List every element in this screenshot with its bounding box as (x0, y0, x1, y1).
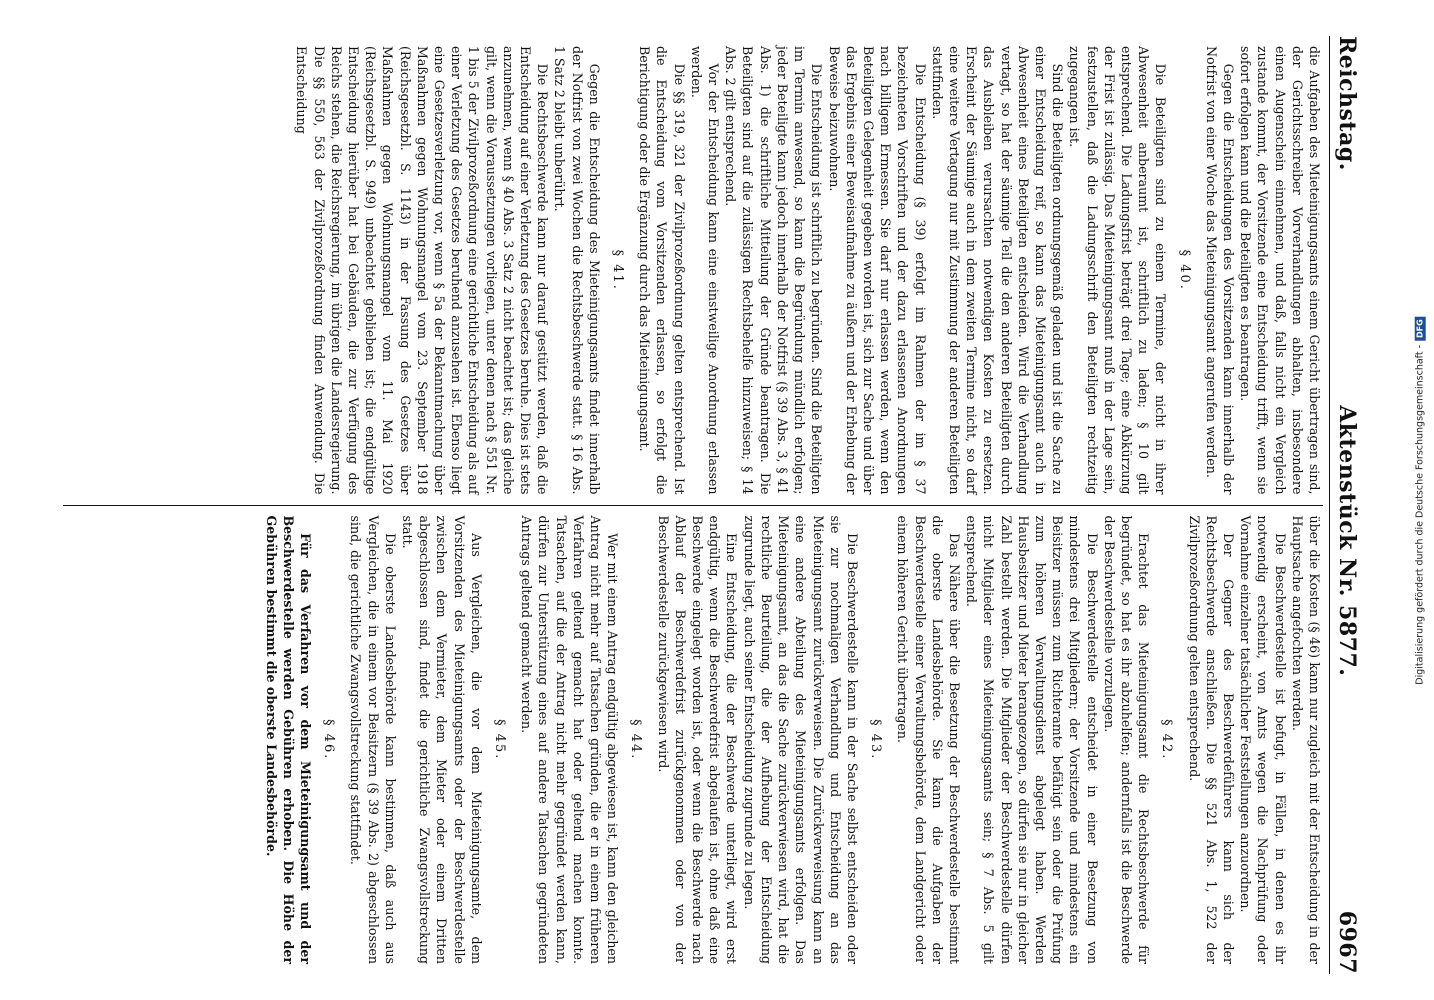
paragraph: Eine Entscheidung, die der Beschwerde unterliegt, wird erst endgültig, wenn die Beschwerdefrist abgelaufen ist, ohne daß eine Beschwerde eingelegt worden ist, oder wenn die Beschwerde nach Ablauf der Beschwerdefrist zurückgenommen oder von der Beschwerdestelle zurückgewiesen wird. (655, 515, 740, 964)
section-heading: § 43. (868, 719, 884, 761)
paragraph: Sind die Beteiligten ordnungsgemäß geladen und ist die Sache zu einer Entscheidung reif, so kann das Mieteinigungsamt auch in Abwesenheit eines Beteiligten entscheiden. Wird die Verhandlung vertagt, so hat der säumige Teil die den anderen Beteiligten durch das Ausbleiben verursachten notwendigen Kosten zu ersetzen. Erscheint der Säumige auch in dem zweiten Termine nicht, so darf eine weitere Vertagung nur mit Zustimmung der anderen Beteiligten stattfinden. (929, 46, 1066, 495)
digitization-text: Digitalisierung gefördert durch die Deutsche Forschungsgemeinschaft - (1414, 344, 1426, 685)
dfg-logo: DFG (1415, 316, 1426, 341)
section-heading: § 42. (1159, 719, 1175, 761)
paragraph: Der Gegner des Beschwerdeführers kann sich der Rechtsbeschwerde anschließen. Die §§ 521 Abs. 1, 522 der Zivilprozeßordnung gelten entsprechend. (1186, 515, 1236, 964)
paragraph: Die Entscheidung (§ 39) erfolgt im Rahmen der im § 37 bezeichneten Vorschriften und der dazu erlassenen Anordnungen nach billigem Ermessen. Sie darf nur erlassen werden, wenn den Beteiligten Gelegenheit gegeben worden ist, sich zur Sache und über das Ergebnis einer Beweisaufnahme zu äußern und der Erhebung der Beweise beizuwohnen. (826, 46, 928, 495)
paragraph: Gegen die Entscheidung des Mieteinigungsamts findet innerhalb der Notfrist von zwei Wochen die Rechtsbeschwerde statt. § 16 Abs. 1 Satz 2 bleibt unberührt. (552, 46, 602, 495)
text-columns (63, 36, 1323, 974)
paragraph: Die §§ 319, 321 der Zivilprozeßordnung gelten entsprechend. Ist die Entscheidung vom Vorsitzenden erlassen, so erfolgt die Berichtigung oder die Ergänzung durch das Mieteinigungsamt. (637, 46, 687, 495)
paragraph: Erachtet das Mieteinigungsamt die Rechtsbeschwerde für begründet, so hat es ihr abzuhelfen; andernfalls ist die Beschwerde der Beschwerdestelle vorzulegen. (1101, 515, 1152, 964)
paragraph: Die Rechtsbeschwerde kann nur darauf gestützt werden, daß die Entscheidung auf einer Verletzung des Gesetzes beruhe. Dies ist stets anzunehmen, wenn § 40 Abs. 3 Satz 2 nicht beachtet ist; das gleiche gilt, wenn die Voraussetzungen vorliegen, unter denen nach § 551 Nr. 1 bis 5 der Zivilprozeßordnung eine gerichtliche Entscheidung als auf einer Verletzung des Gesetzes beruhend anzusehen ist. Ebenso liegt eine Gesetzesverletzung vor, wenn § 5a der Bekanntmachung über Maßnahmen gegen Wohnungsmangel vom 23. September 1918 (Reichsgesetzbl. S. 1143) in der Fassung des Gesetzes über Maßnahmen gegen Wohnungsmangel vom 11. Mai 1920 (Reichsgesetzbl. S. 949) unbeachtet geblieben ist; die endgültige Entscheidung hierüber hat bei Gebäuden, die zur Verfügung des Reichs stehen, die Reichsregierung, im übrigen die Landesregierung. Die §§ 550, 563 der Zivilprozeßordnung finden Anwendung. Die Entscheidung (294, 46, 551, 495)
paragraph: Die Beschwerdestelle kann in der Sache selbst entscheiden oder sie zur nochmaligen Verhandlung und Entscheidung an das Mieteinigungsamt zurückverweisen. Die Zurückverweisung kann an eine andere Abteilung des Mieteinigungsamts erfolgen. Das Mieteinigungsamt, an das die Sache zurückverwiesen wird, hat die rechtliche Beurteilung, die der Aufhebung der Entscheidung zugrunde liegt, auch seiner Entscheidung zugrunde zu legen. (741, 515, 860, 964)
right-column (63, 505, 1323, 975)
paragraph: Für das Verfahren vor dem Mieteinigungsamt und der Beschwerdestelle werden Gebühren erhoben. Die Höhe der Gebühren bestimmt die oberste Landesbehörde. (263, 515, 314, 964)
paragraph: Gegen die Entscheidungen des Vorsitzenden kann innerhalb der Notfrist von einer Woche das Mieteinigungsamt angerufen werden. (1203, 46, 1236, 495)
paragraph: über die Kosten (§ 46) kann nur zugleich mit der Entscheidung in der Hauptsache angefochten werden. (1289, 515, 1322, 964)
section-heading: § 46. (321, 719, 337, 761)
section-heading: § 45. (492, 719, 508, 761)
header-document-number: Aktenstück Nr. 5877. (1334, 405, 1360, 677)
paragraph: Aus Vergleichen, die vor dem Mieteinigungsamte, dem Vorsitzenden des Mieteinigungsamts oder der Beschwerdestelle zwischen dem Vermieter, dem Mieter oder einem Dritten abgeschlossen sind, findet die gerichtliche Zwangsvollstreckung statt. (400, 515, 484, 964)
paragraph: Wer mit einem Antrag endgültig abgewiesen ist, kann den gleichen Antrag nicht mehr auf Tatsachen gründen, die er in einem früheren Verfahren geltend gemacht hat oder geltend machen konnte. Tatsachen, auf die der Antrag nicht mehr gegründet werden kann, dürfen zur Unterstützung eines auf andere Tatsachen gegründeten Antrags geltend gemacht werden. (519, 515, 621, 964)
page-header (1329, 36, 1360, 974)
paragraph: Die Beteiligten sind zu einem Termine, der nicht in ihrer Abwesenheit anberaumt ist, schriftlich zu laden; § 10 gilt entsprechend. Die Ladungsfrist beträgt drei Tage; eine Abkürzung der Frist ist zulässig. Das Mieteinigungsamt muß in der Lage sein, festzustellen, daß die Ladungsschrift den Beteiligten rechtzeitig zugegangen ist. (1067, 46, 1169, 495)
paragraph: Die oberste Landesbehörde kann bestimmen, daß auch aus Vergleichen, die in einem vor Beisitzern (§ 39 Abs. 2) abgeschlossen sind, die gerichtliche Zwangsvollstreckung stattfindet. (348, 515, 398, 964)
left-column (63, 36, 1323, 505)
paragraph: Die Entscheidung ist schriftlich zu begründen. Sind die Beteiligten im Termin anwesend, so kann die Begründung mündlich erfolgen; jeder Beteiligte kann jedoch innerhalb der Notfrist (§ 39 Abs. 3, § 41 Abs. 1) die schriftliche Mitteilung der Gründe beantragen. Die Beteiligten sind auf die zulässigen Rechtsbehelfe hinzuweisen; § 14 Abs. 2 gilt entsprechend. (723, 46, 825, 495)
section-heading: § 44. (628, 719, 644, 761)
paragraph: Die Beschwerdestelle entscheidet in einer Besetzung von mindestens drei Mitgliedern; der Vorsitzende und mindestens ein Beisitzer müssen zum Richteramte befähigt sein oder die Prüfung zum höheren Verwaltungsdienst abgelegt haben. Werden Hausbesitzer und Mieter herangezogen, so dürfen sie nur in gleicher Zahl bestellt werden. Die Mitglieder der Beschwerdestelle dürfen nicht Mitglieder eines Mieteinigungsamts sein; § 7 Abs. 5 gilt entsprechend. (964, 515, 1100, 964)
page-number: 6967 (1334, 910, 1360, 974)
section-heading: § 40. (1176, 249, 1192, 291)
paragraph: Das Nähere über die Besetzung der Beschwerdestelle bestimmt die oberste Landesbehörde. Sie kann die Aufgaben der Beschwerdestelle einer Verwaltungsbehörde, dem Landgericht oder einem höheren Gericht übertragen. (895, 515, 962, 964)
paragraph: Vor der Entscheidung kann eine einstweilige Anordnung erlassen werden. (688, 46, 722, 495)
header-left: Reichstag. (1334, 36, 1360, 171)
paragraph: die Aufgaben des Mieteinigungsamts einem Gericht übertragen sind, der Gerichtsschreiber Vorverhandlungen abhalten, insbesondere einen Augenschein einnehmen, und daß, falls nicht ein Vergleich zustande kommt, der Vorsitzende eine Entscheidung trifft, wenn sie sofort erfolgen kann und die Beteiligten es beantragen. (1238, 46, 1322, 495)
paragraph: Die Beschwerdestelle ist befugt, in Fällen, in denen es ihr notwendig erscheint, von Amts wegen die Nachprüfung oder Vornahme einzelner tatsächlicher Feststellungen anzuordnen. (1238, 515, 1288, 964)
digitization-note (1412, 8, 1428, 992)
section-heading: § 41. (610, 249, 626, 291)
